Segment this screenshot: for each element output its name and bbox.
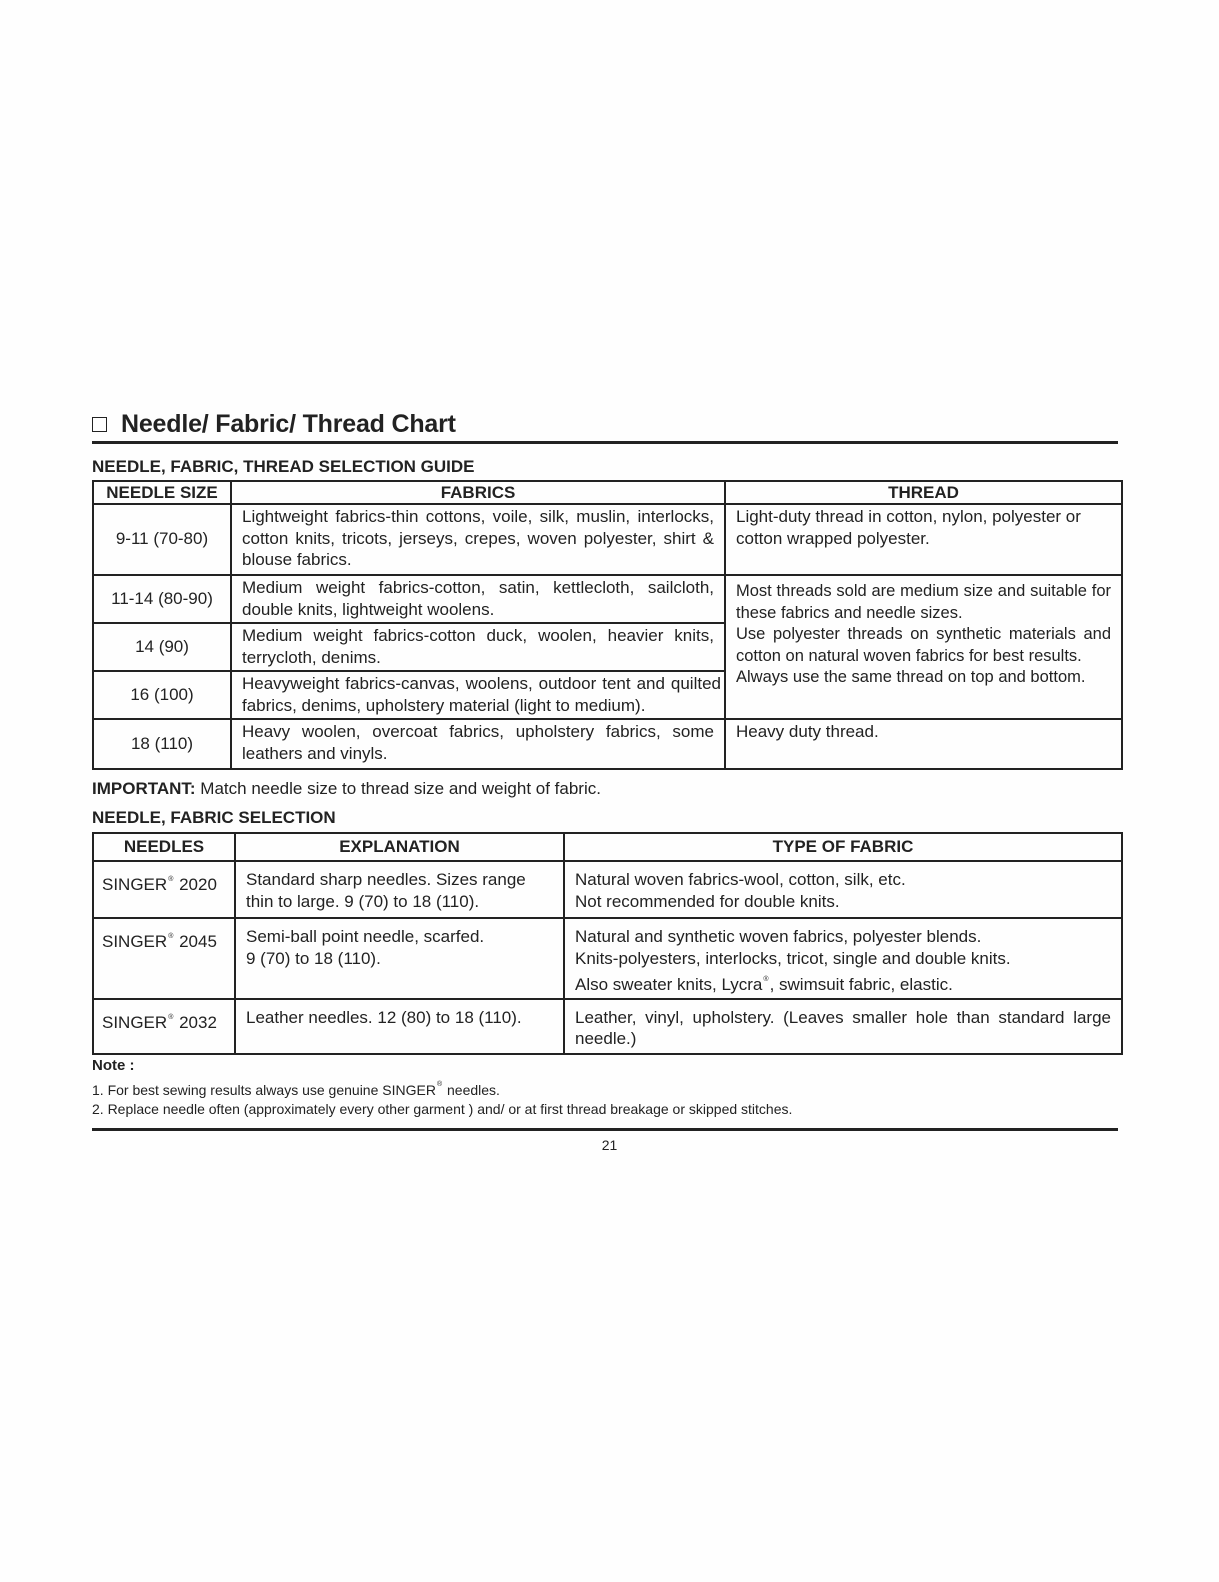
header-fabrics: FABRICS bbox=[231, 481, 725, 504]
important-text: Match needle size to thread size and weight of fabric. bbox=[200, 779, 601, 798]
brand-name: SINGER bbox=[102, 875, 168, 894]
note-item-1 bbox=[92, 1075, 792, 1100]
needle-size-cell: 18 (110) bbox=[93, 719, 231, 769]
page-number: 21 bbox=[601, 1137, 618, 1153]
note-block bbox=[92, 1056, 792, 1119]
registered-mark: ® bbox=[168, 876, 174, 883]
chart-title-row bbox=[92, 405, 1118, 443]
explanation-line: Standard sharp needles. Sizes range bbox=[246, 870, 526, 889]
thread-medium-text-1: Most threads sold are medium size and suitable for these fabrics and needle sizes. bbox=[736, 582, 1111, 622]
thread-medium-text-2: Use polyester threads on synthetic materials and cotton on natural woven fabrics for best results. bbox=[736, 625, 1111, 665]
fabrics-cell: Medium weight fabrics-cotton duck, woolen, heavier knits, terrycloth, denims. bbox=[231, 623, 725, 671]
explanation-cell bbox=[235, 861, 564, 918]
fabrics-cell: Heavy woolen, overcoat fabrics, upholstery fabrics, some leathers and vinyls. bbox=[231, 719, 725, 769]
explanation-line: 9 (70) to 18 (110). bbox=[246, 948, 381, 968]
model-number: 2045 bbox=[179, 932, 217, 951]
table-row bbox=[93, 504, 1122, 575]
fabric-text: Also sweater knits, Lycra bbox=[575, 975, 763, 994]
fabrics-cell: Medium weight fabrics-cotton, satin, kettlecloth, sailcloth, double knits, lightweight woolens. bbox=[231, 575, 725, 623]
fabric-type-cell bbox=[564, 861, 1122, 918]
fabric-line: Natural and synthetic woven fabrics, polyester blends. bbox=[575, 927, 982, 946]
fabric-type-cell: Leather, vinyl, upholstery. (Leaves smaller hole than standard large needle.) bbox=[564, 999, 1122, 1054]
registered-mark: ® bbox=[763, 976, 769, 983]
note-text: 1. For best sewing results always use genuine SINGER bbox=[92, 1082, 436, 1098]
table-row bbox=[93, 575, 1122, 623]
needle-model-cell bbox=[93, 999, 235, 1054]
registered-mark: ® bbox=[436, 1081, 443, 1088]
note-text: needles. bbox=[443, 1082, 500, 1098]
table-header-row bbox=[93, 833, 1122, 861]
checkbox-square-icon bbox=[92, 417, 107, 432]
fabric-line bbox=[575, 969, 1111, 996]
needle-selection-table bbox=[92, 832, 1123, 1055]
header-type-of-fabric: TYPE OF FABRIC bbox=[564, 833, 1122, 861]
page-title: Needle/ Fabric/ Thread Chart bbox=[121, 409, 456, 438]
important-note bbox=[92, 779, 601, 799]
brand-name: SINGER bbox=[102, 1012, 168, 1032]
thread-cell: Heavy duty thread. bbox=[725, 719, 1122, 769]
fabric-text: , swimsuit fabric, elastic. bbox=[769, 975, 953, 994]
header-thread: THREAD bbox=[725, 481, 1122, 504]
fabric-type-cell bbox=[564, 918, 1122, 999]
registered-mark: ® bbox=[168, 933, 174, 940]
needle-size-cell: 16 (100) bbox=[93, 671, 231, 719]
header-needles: NEEDLES bbox=[93, 833, 235, 861]
thread-medium-cell bbox=[725, 575, 1122, 719]
header-needle-size: NEEDLE SIZE bbox=[93, 481, 231, 504]
fabric-line: Knits-polyesters, interlocks, tricot, single and double knits. bbox=[575, 948, 1011, 968]
explanation-line: Semi-ball point needle, scarfed. bbox=[246, 927, 485, 946]
title-rule bbox=[92, 441, 1118, 444]
table-row bbox=[93, 719, 1122, 769]
fabric-line: Natural woven fabrics-wool, cotton, silk, etc. bbox=[575, 870, 906, 889]
selection-heading: NEEDLE, FABRIC SELECTION bbox=[92, 808, 336, 827]
important-label: IMPORTANT: bbox=[92, 779, 196, 798]
explanation-cell bbox=[235, 999, 564, 1054]
guide-heading: NEEDLE, FABRIC, THREAD SELECTION GUIDE bbox=[92, 457, 475, 476]
note-item-2: 2. Replace needle often (approximately every other garment ) and/ or at first thread breakage or skipped stitches. bbox=[92, 1101, 793, 1117]
explanation-line: thin to large. 9 (70) to 18 (110). bbox=[246, 891, 480, 911]
explanation-line: Leather needles. 12 (80) to 18 (110). bbox=[246, 1007, 522, 1027]
table-row bbox=[93, 918, 1122, 999]
model-number: 2020 bbox=[179, 875, 217, 894]
table-header-row bbox=[93, 481, 1122, 504]
needle-model-cell bbox=[93, 861, 235, 918]
fabrics-cell: Heavyweight fabrics-canvas, woolens, outdoor tent and quilted fabrics, denims, upholstery material (light to medium). bbox=[231, 671, 725, 719]
fabric-line: Not recommended for double knits. bbox=[575, 891, 840, 911]
fabrics-cell: Lightweight fabrics-thin cottons, voile, silk, muslin, interlocks, cotton knits, tricots, jerseys, crepes, woven polyester, shirt & blouse fabrics. bbox=[231, 504, 725, 575]
thread-medium-text-3: Always use the same thread on top and bottom. bbox=[736, 668, 1086, 686]
table-row bbox=[93, 861, 1122, 918]
footer-rule bbox=[92, 1128, 1118, 1131]
model-number: 2032 bbox=[179, 1012, 217, 1032]
explanation-cell bbox=[235, 918, 564, 999]
needle-model-cell bbox=[93, 918, 235, 999]
thread-selection-table bbox=[92, 480, 1123, 770]
needle-size-cell: 11-14 (80-90) bbox=[93, 575, 231, 623]
needle-size-cell: 9-11 (70-80) bbox=[93, 504, 231, 575]
brand-name: SINGER bbox=[102, 932, 168, 951]
table-row bbox=[93, 999, 1122, 1054]
needle-size-cell: 14 (90) bbox=[93, 623, 231, 671]
header-explanation: EXPLANATION bbox=[235, 833, 564, 861]
note-label: Note : bbox=[92, 1057, 135, 1074]
registered-mark: ® bbox=[168, 1013, 174, 1021]
thread-cell: Light-duty thread in cotton, nylon, polyester or cotton wrapped polyester. bbox=[725, 504, 1122, 575]
